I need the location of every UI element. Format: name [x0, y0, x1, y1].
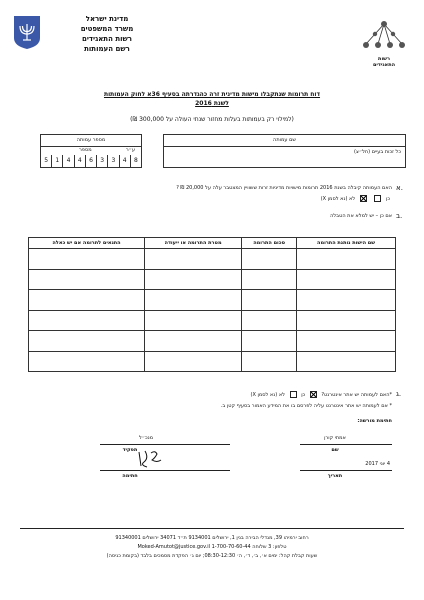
org-digit: 6 — [86, 155, 97, 167]
org-digit: 4 — [75, 155, 86, 167]
signer-name-label: שם — [331, 447, 339, 453]
website-question: *האם לעמותה יש אתר אינטרנט? — [321, 392, 392, 398]
report-title — [20, 90, 404, 108]
table-row — [29, 351, 396, 372]
signer-date-value[interactable]: 4 יוני 2017 — [365, 461, 390, 467]
org-name-box — [163, 134, 406, 168]
website-note: * אם לעמותה יש אתר אינטרנט עליה לפרסם בו את המידע האמור בסעיף קטן ב. — [220, 403, 392, 409]
report-subtitle: (למילוי רק בעמותות בעלות מחזור שנתי העולה על 300,000 ₪) — [130, 116, 294, 123]
signer-date-line — [300, 470, 392, 471]
signature-line — [100, 470, 230, 471]
website-yes-checkbox[interactable] — [310, 391, 317, 398]
report-title-line1: דוח תרומות שנתקבלו מישות מדינית זרה כהגדרתה בסעיף 36א לחוק העמותות — [103, 91, 321, 98]
signer-date-label: תאריך — [327, 473, 343, 479]
website-no-checkbox[interactable] — [290, 391, 297, 398]
handwritten-signature — [135, 448, 165, 470]
table-row — [29, 269, 396, 290]
org-digit: 3 — [108, 155, 119, 167]
org-digit: 1 — [52, 155, 63, 167]
website-letter: ג. — [396, 390, 402, 398]
state-emblem — [12, 14, 42, 50]
table-header-row — [29, 238, 396, 249]
website-yes-label: כן — [301, 392, 306, 398]
table-row — [29, 331, 396, 352]
org-mispar-label: מספר — [79, 147, 92, 153]
signer-role-line — [100, 444, 230, 445]
header-title-line: רשם העמותות — [84, 45, 130, 53]
donations-table — [28, 237, 396, 372]
footer-hours: שעות קבלת קהל: ימים א׳, ב׳, ד׳, ה׳ 08:30-12:30; יום ג׳ הפקדת מסמכים בלבד (בקומת כניסה) — [106, 553, 318, 559]
footer-divider — [20, 528, 404, 529]
org-number-box — [40, 134, 142, 168]
footer-address: רחוב ירמיהו 39, מגדלי הבירה בנין 1, ירושלים 9134001 ת״ד 34071 ירושלים 91340001 — [115, 535, 309, 541]
header-title-block — [62, 14, 152, 54]
logo-text-line: רשות — [378, 56, 390, 62]
table-header-cell: התנאים לתרומה אם יש כאלה — [29, 238, 145, 249]
signer-name-value[interactable]: אמתי קורן — [324, 435, 346, 441]
table-row — [29, 249, 396, 270]
org-digit: 4 — [120, 155, 131, 167]
footer-contact[interactable]: טלפון: 3 שלוחה 1-700-70-60-44 Moked-Amutot@justice.gov.il — [137, 544, 287, 550]
signer-name-line — [300, 444, 392, 445]
header-title-line: מדינת ישראל — [85, 15, 129, 23]
org-name-value[interactable]: כל זכות בעיים (חל״צ) — [353, 149, 401, 155]
org-digit: 3 — [97, 155, 108, 167]
table-row — [29, 290, 396, 311]
question-a-no-checkbox[interactable] — [360, 195, 367, 202]
signer-role-value[interactable]: מנכ״ל — [138, 435, 154, 441]
question-a-letter: א. — [396, 184, 403, 192]
authority-logo — [358, 20, 410, 68]
org-ir-label: ע״ר — [125, 147, 135, 153]
org-number-digits — [41, 155, 141, 167]
question-a-text: האם העמותה קיבלה בשנת 2016 תרומות מישויות מדיניות זרות ששוויין המצטבר עלה על 20,000 ₪ ? — [176, 185, 392, 191]
org-name-label: שם עמותה — [164, 135, 405, 147]
signer-role-label: תפקיד — [122, 447, 138, 453]
website-question-row — [150, 391, 392, 398]
report-title-line2: לשנת 2016 — [195, 100, 229, 107]
org-digit: 5 — [41, 155, 52, 167]
question-b-letter: ב. — [396, 212, 403, 220]
question-a-answers — [240, 195, 390, 202]
question-b-text: אם כן – יש למלא את הטבלה — [330, 213, 392, 219]
question-a-no-label: לא (נא לסמן X) — [320, 196, 356, 202]
org-digit: 8 — [133, 157, 138, 164]
table-header-cell: סכום התרומה — [242, 238, 297, 249]
logo-text-line: התאגידים — [372, 62, 396, 68]
header-title-line: משרד המשפטים — [80, 25, 134, 33]
signature-label: חתימה — [122, 473, 138, 479]
header-title-line: רשות התאגידים — [81, 35, 133, 43]
signature-heading: חתימת מורשה: — [357, 418, 392, 424]
website-no-label: לא (נא לסמן X) — [250, 392, 285, 398]
table-row — [29, 310, 396, 331]
question-a-yes-checkbox[interactable] — [374, 195, 381, 202]
org-number-label: מספר עמותה — [41, 135, 141, 147]
table-header-cell: מטרת התרומה או ייעודה — [144, 238, 241, 249]
table-header-cell: שם הישות נותנת התרומה — [297, 238, 396, 249]
org-digit: 4 — [63, 155, 74, 167]
question-a-yes-label: כן — [385, 196, 390, 202]
